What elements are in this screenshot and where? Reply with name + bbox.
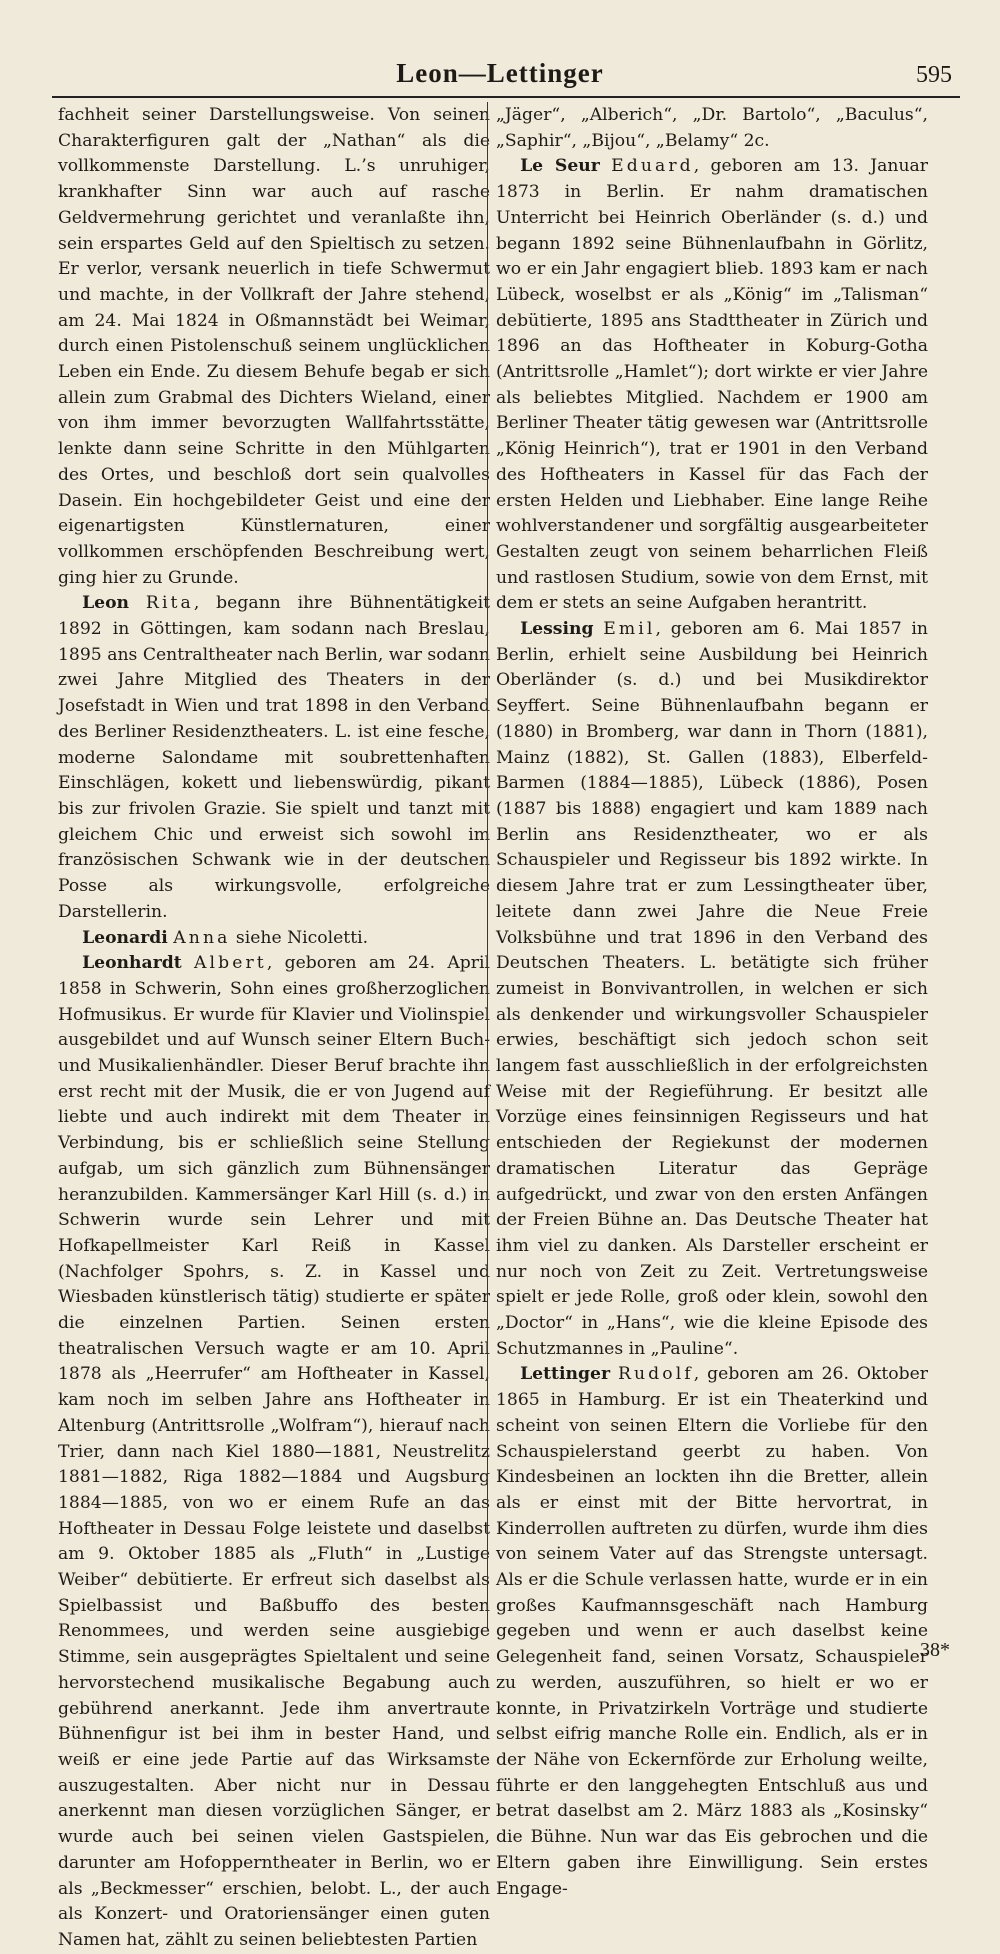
header-rule [52, 96, 960, 98]
entry-continuation: „Jäger“, „Alberich“, „Dr. Bartolo“, „Baculus“, „Saphir“, „Bijou“, „Belamy“ 2c. [496, 105, 928, 151]
entry-text: , geboren am 13. Januar 1873 in Berlin. Er nahm dramatischen Unterricht bei Heinrich Oberländer (s. d.) und begann 1892 seine Bühnenlaufbahn in Görlitz, wo er ein Jahr engagiert blieb. 1893 kam er nach Lübeck, woselbst er als „König“ im „Talisman“ debütierte, 1895 ans Stadttheater in Zürich und 1896 an das Hoftheater in Koburg-Gotha (Antrittsrolle „Hamlet“); dort wirkte er vier Jahre als beliebtes Mitglied. Nachdem er 1900 am Berliner Theater tätig gewesen war (Antrittsrolle „König Heinrich“), trat er 1901 in den Verband des Hoftheaters in Kassel für das Fach der ersten Helden und Liebhaber. Eine lange Reihe wohlverstandener und sorgfältig ausgearbeiteter Gestalten zeugt von seinem beharrlichen Fleiß und rastlosen Studium, sowie von dem Ernst, mit dem er stets an seine Aufgaben herantritt. [496, 156, 928, 614]
entry-surname: Leonardi [82, 927, 168, 948]
entry-leonardi-anna [58, 926, 490, 952]
entry-continuation: fachheit seiner Darstellungsweise. Von seinen Charakterfiguren galt der „Nathan“ als die vollkommenste Darstellung. L.’s unruhiger, krankhafter Sinn war auch auf rasche Geldvermehrung gerichtet und veranlaßte ihn, sein erspartes Geld auf den Spieltisch zu setzen. Er verlor, versank neuerlich in tiefe Schwermut und machte, in der Vollkraft der Jahre stehend, am 24. Mai 1824 in Oßmannstädt bei Weimar, durch einen Pistolenschuß seinem unglücklichen Leben ein Ende. Zu diesem Behufe begab er sich allein zum Grabmal des Dichters Wieland, einer von ihm immer bevorzugten Wallfahrtsstätte, lenkte dann seine Schritte in den Mühlgarten des Ortes, und beschloß dort sein qualvolles Dasein. Ein hochgebildeter Geist und eine der eigenartigsten Künstlernaturen, einer vollkommen erschöpfenden Beschreibung wert, ging hier zu Grunde. [58, 105, 490, 588]
right-column [496, 103, 928, 1902]
entry-text: , geboren am 24. April 1858 in Schwerin, Sohn eines großherzoglichen Hofmusikus. Er wurde für Klavier und Violinspiel ausgebildet und auf Wunsch seiner Eltern Buch- und Musikalienhändler. Dieser Beruf brachte ihn erst recht mit der Musik, die er von Jugend auf liebte und auch indirekt mit dem Theater in Verbindung, bis er schließlich seine Stellung aufgab, um sich gänzlich zum Bühnensänger heranzubilden. Kammersänger Karl Hill (s. d.) in Schwerin wurde sein Lehrer und mit Hofkapellmeister Karl Reiß in Kassel (Nachfolger Spohrs, s. Z. in Kassel und Wiesbaden künstlerisch tätig) studierte er später die einzelnen Partien. Seinen ersten theatralischen Versuch wagte er am 10. April 1878 als „Heerrufer“ am Hoftheater in Kassel, kam noch im selben Jahre ans Hoftheater in Altenburg (Antrittsrolle „Wolfram“), hierauf nach Trier, dann nach Kiel 1880—1881, Neustrelitz 1881—1882, Riga 1882—1884 und Augsburg 1884—1885, von wo er einem Rufe an das Hoftheater in Dessau Folge leistete und daselbst am 9. Oktober 1885 als „Fluth“ in „Lustige Weiber“ debütierte. Er erfreut sich daselbst als Spielbassist und Baßbuffo des besten Renommees, und werden seine ausgiebige Stimme, sein ausgeprägtes Spieltalent und seine hervorstechend musikalische Begabung auch gebührend anerkannt. Jede ihm anvertraute Bühnenfigur ist bei ihm in bester Hand, und weiß er eine jede Partie auf das Wirksamste auszugestalten. Aber nicht nur in Dessau anerkennt man diesen vorzüglichen Sänger, er wurde auch bei seinen vielen Gastspielen, darunter am Hofopperntheater in Berlin, wo er als „Beckmesser“ erschien, belobt. L., der auch als Konzert- und Oratoriensänger einen guten Namen hat, zählt zu seinen beliebtesten Partien [58, 953, 490, 1950]
signature-mark: 38* [920, 1639, 950, 1661]
entry-forename: Anna [173, 927, 231, 948]
entry-forename: Rudolf [617, 1364, 694, 1385]
entry-surname: Leon [82, 593, 130, 614]
entry-text: siehe Nicoletti. [230, 927, 369, 948]
entry-text: , geboren am 6. Mai 1857 in Berlin, erhielt seine Ausbildung bei Heinrich Oberländer (s. d.) und bei Musikdirektor Seyffert. Seine Bühnenlaufbahn begann er (1880) in Bromberg, war dann in Thorn (1881), Mainz (1882), St. Gallen (1883), Elberfeld-Barmen (1884—1885), Lübeck (1886), Posen (1887 bis 1888) engagiert und kam 1889 nach Berlin ans Residenztheater, wo er als Schauspieler und Regisseur bis 1892 wirkte. In diesem Jahre trat er zum Lessingtheater über, leitete dann zwei Jahre die Neue Freie Volksbühne und trat 1896 in den Verband des Deutschen Theaters. L. betätigte sich früher zumeist in Bonvivantrollen, in welchen er sich als denkender und wirkungsvoller Schauspieler erwies, beschäftigt sich jedoch schon seit langem fast ausschließlich in der erfolgreichsten Weise mit der Regieführung. Er besitzt alle Vorzüge eines feinsinnigen Regisseurs und hat entschieden der Regiekunst der modernen dramatischen Literatur das Gepräge aufgedrückt, und zwar von den ersten Anfängen der Freien Bühne an. Das Deutsche Theater hat ihm viel zu danken. Als Darsteller erscheint er nur noch von Zeit zu Zeit. Vertretungsweise spielt er jede Rolle, groß oder klein, sowohl den „Doctor“ in „Hans“, wie die kleine Episode des Schutzmannes in „Pauline“. [496, 619, 928, 1359]
entry-le-seur-eduard [496, 154, 928, 617]
entry-forename: Albert [194, 953, 267, 974]
left-column [58, 103, 490, 1954]
entry-lettinger-rudolf [496, 1362, 928, 1902]
entry-text: , geboren am 26. Oktober 1865 in Hamburg. Er ist ein Theaterkind und scheint von seinen Eltern die Vorliebe für den Schauspielerstand geerbt zu haben. Von Kindesbeinen an lockten ihn die Bretter, allein als er einst mit der Bitte hervortrat, in Kinderrollen auftreten zu dürfen, wurde ihm dies von seinem Vater auf das Strengste untersagt. Als er die Schule verlassen hatte, wurde er in ein großes Kaufmannsgeschäft nach Hamburg gegeben und wenn er auch daselbst keine Gelegenheit fand, seinen Vorsatz, Schauspieler zu werden, auszuführen, so hielt er wo er konnte, in Privatzirkeln Vorträge und studierte selbst eifrig manche Rolle ein. Endlich, als er in der Nähe von Eckernförde zur Erholung weilte, führte er den langgehegten Entschluß aus und betrat daselbst am 2. März 1883 als „Kosinsky“ die Bühne. Nun war das Eis gebrochen und die Eltern gaben ihre Einwilligung. Sein erstes Engage- [496, 1364, 929, 1899]
running-title: Leon—Lettinger [396, 58, 604, 88]
entry-text: , begann ihre Bühnentätigkeit 1892 in Göttingen, kam sodann nach Breslau, 1895 ans Centraltheater nach Berlin, war sodann zwei Jahre Mitglied des Theaters in der Josefstadt in Wien und trat 1898 in den Verband des Berliner Residenztheaters. L. ist eine fesche, moderne Salondame mit soubrettenhaften Einschlägen, kokett und liebenswürdig, pikant bis zur frivolen Grazie. Sie spielt und tanzt mit gleichem Chic und erweist sich sowohl im französischen Schwank wie in der deutschen Posse als wirkungsvolle, erfolgreiche Darstellerin. [58, 593, 490, 922]
entry-lessing-emil [496, 617, 928, 1362]
entry-surname: Le Seur [520, 156, 600, 177]
entry-surname: Leonhardt [82, 953, 182, 974]
entry-leon-rita [58, 591, 490, 925]
entry-forename: Rita [145, 593, 194, 614]
entry-surname: Lettinger [520, 1364, 611, 1385]
entry-leonhardt-albert [58, 951, 490, 1953]
entry-forename: Eduard [611, 156, 694, 177]
entry-forename: Emil [603, 619, 656, 640]
column-divider [487, 102, 488, 1628]
entry-surname: Lessing [520, 619, 594, 640]
page-number: 595 [916, 62, 952, 88]
